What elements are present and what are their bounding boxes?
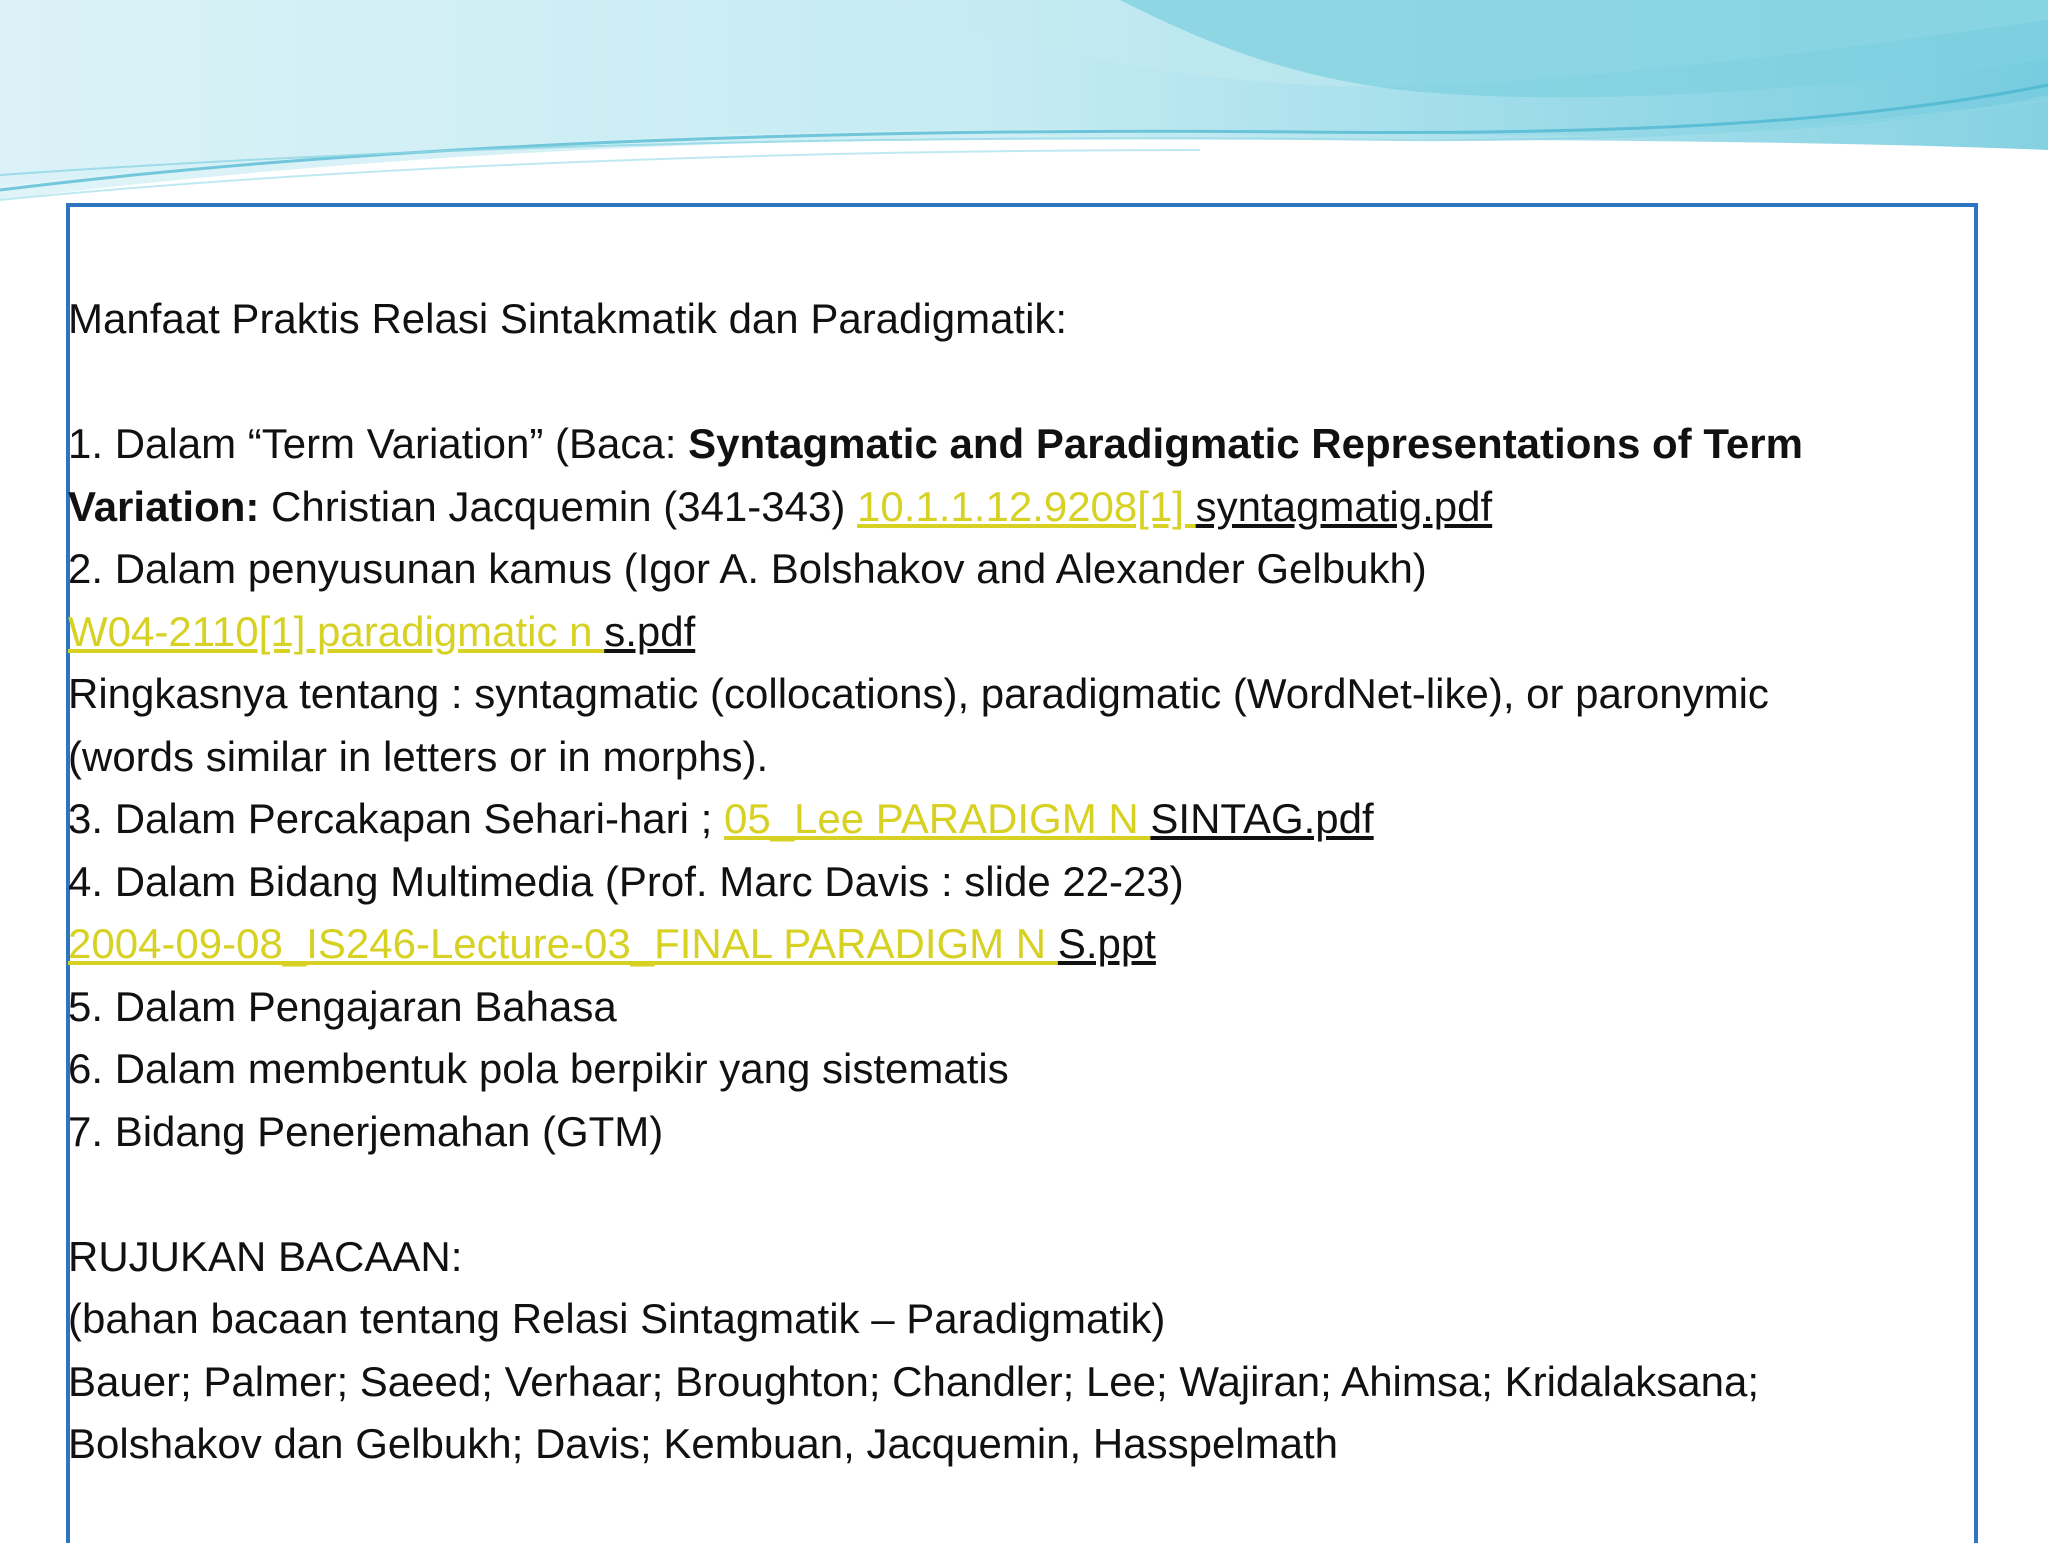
link-term-variation-ref[interactable]: 10.1.1.12.9208[1] (857, 482, 1196, 530)
references-line-2: Bolshakov dan Gelbukh; Davis; Kembuan, Jacquemin, Hasspelmath (68, 1420, 1339, 1467)
item-1-cont: Variation: Christian Jacquemin (341-343) 10.1.1.12.9208[1] syntagmatig.pdf (68, 482, 1493, 530)
item-3: 3. Dalam Percakapan Sehari-hari ; 05_Lee PARADIGM N SINTAG.pdf (68, 795, 1374, 842)
item-7: 7. Bidang Penerjemahan (GTM) (68, 1107, 664, 1155)
references-heading: RUJUKAN BACAAN: (68, 1232, 463, 1280)
link-sintag-pdf[interactable]: SINTAG.pdf (1150, 795, 1374, 842)
link-s-ppt[interactable]: S.ppt (1057, 920, 1156, 967)
item-2-links (68, 601, 1978, 664)
item-6: 6. Dalam membentuk pola berpikir yang sistematis (68, 1045, 1009, 1092)
item-2: 2. Dalam penyusunan kamus (Igor A. Bolshakov and Alexander Gelbukh) (68, 545, 1427, 592)
summary-line-2: (words similar in letters or in morphs). (68, 732, 769, 780)
item-4-links (68, 913, 1978, 976)
link-w04-paradigmatic[interactable]: W04-2110[1] paradigmatic n (68, 607, 605, 655)
item-1-title: Syntagmatic and Paradigmatic Representations of Term (688, 420, 1803, 467)
link-lee-paradigm[interactable]: 05_Lee PARADIGM N (723, 795, 1151, 842)
link-s-pdf[interactable]: s.pdf (604, 607, 696, 655)
item-1: 1. Dalam “Term Variation” (Baca: Syntagmatic and Paradigmatic Representations of Term (68, 420, 1803, 467)
link-syntagmatig-pdf[interactable]: syntagmatig.pdf (1195, 482, 1493, 530)
slide-heading: Manfaat Praktis Relasi Sintakmatik dan Paradigmatik: (68, 295, 1068, 342)
item-4: 4. Dalam Bidang Multimedia (Prof. Marc Davis : slide 22-23) (68, 857, 1184, 905)
item-5: 5. Dalam Pengajaran Bahasa (68, 982, 617, 1030)
references-subheading: (bahan bacaan tentang Relasi Sintagmatik – Paradigmatik) (68, 1295, 1166, 1342)
link-is246-lecture[interactable]: 2004-09-08_IS246-Lecture-03_FINAL PARADIGM N (68, 920, 1058, 967)
slide-body (68, 288, 1978, 1476)
references-line-1: Bauer; Palmer; Saeed; Verhaar; Broughton; Chandler; Lee; Wajiran; Ahimsa; Kridalaksana; (68, 1357, 1760, 1405)
summary-line-1: Ringkasnya tentang : syntagmatic (collocations), paradigmatic (WordNet-like), or paronymic (68, 670, 1769, 717)
